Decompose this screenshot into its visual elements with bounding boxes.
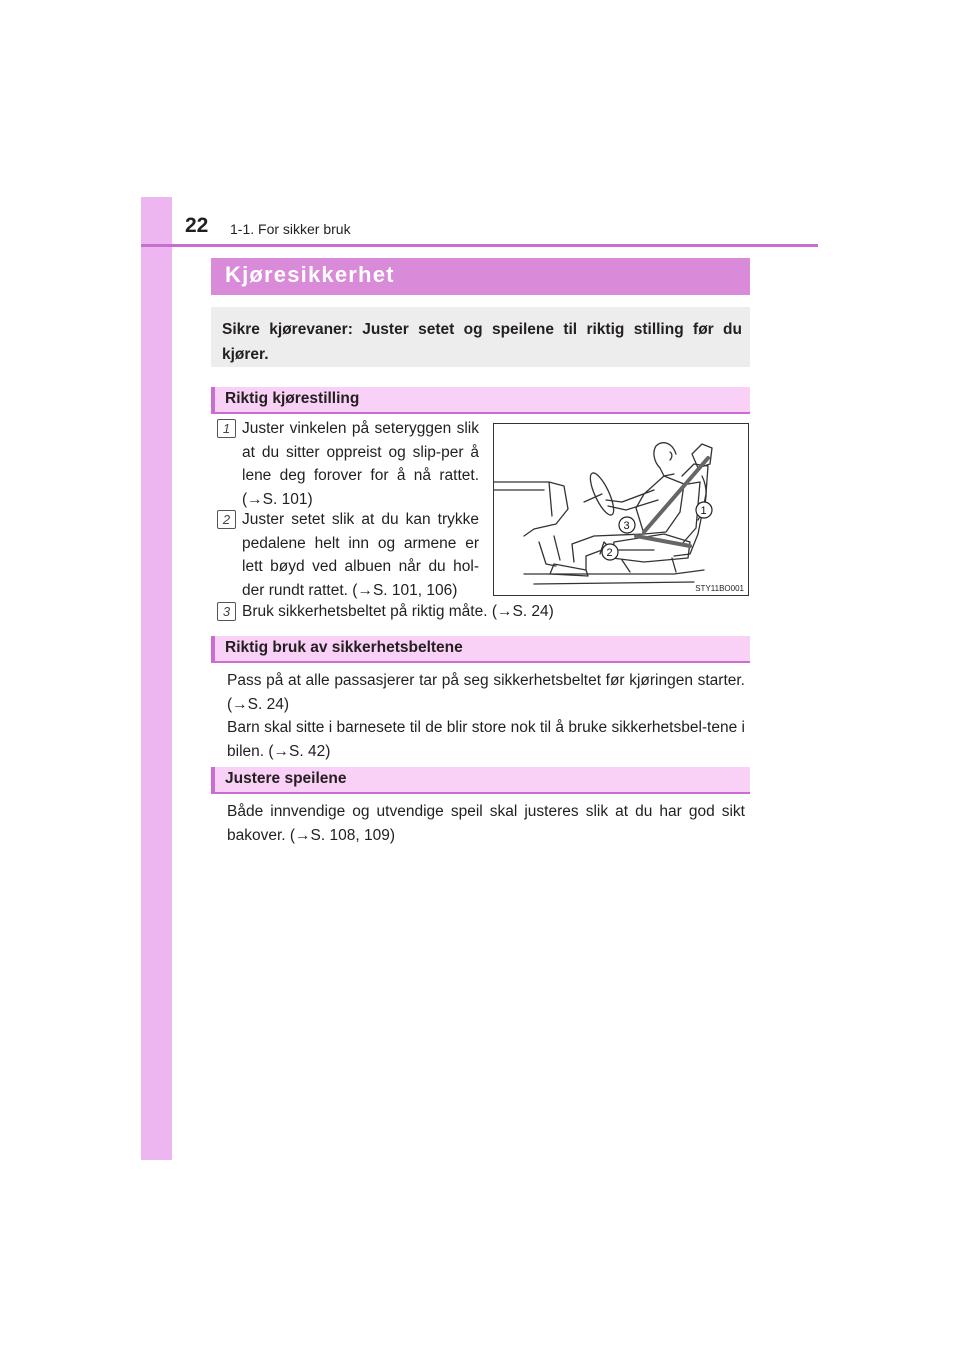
figure-code: STY11BO001 bbox=[695, 584, 744, 593]
subheading-text: Justere speilene bbox=[225, 770, 347, 787]
header-rule bbox=[141, 244, 818, 247]
callout-1: 1 bbox=[700, 505, 707, 517]
paragraph: Pass på at alle passasjerer tar på seg sikkerhetsbeltet før kjøringen starter. (→S. 24) bbox=[227, 672, 745, 713]
callout-3: 3 bbox=[623, 520, 630, 532]
item-number-badge: 3 bbox=[217, 602, 236, 621]
driver-seat-drawing bbox=[494, 424, 748, 595]
subheading-seatbelts bbox=[211, 636, 750, 663]
left-margin-bar bbox=[141, 197, 172, 1160]
paragraph: Barn skal sitte i barnesete til de blir store nok til å bruke sikkerhetsbel-tene i bilen. (→S. 42) bbox=[227, 719, 745, 760]
title-bar bbox=[211, 258, 750, 295]
page-title: Kjøresikkerhet bbox=[225, 262, 395, 287]
item-number-badge: 1 bbox=[217, 419, 236, 438]
page-number: 22 bbox=[185, 214, 209, 237]
list-item bbox=[217, 508, 479, 602]
driving-position-illustration bbox=[493, 423, 749, 596]
callout-2: 2 bbox=[606, 547, 613, 559]
list-item bbox=[217, 417, 479, 511]
summary-text: Sikre kjørevaner: Juster setet og speilene til riktig stilling før du kjører. bbox=[222, 321, 742, 363]
list-item bbox=[217, 600, 747, 624]
summary-box bbox=[211, 307, 750, 367]
list-item-text: Juster vinkelen på seteryggen slik at du sitter oppreist og slip-per å lene deg forover for å nå rattet. (→S. 101) bbox=[242, 420, 479, 508]
subheading-text: Riktig bruk av sikkerhetsbeltene bbox=[225, 639, 463, 656]
item-number-badge: 2 bbox=[217, 510, 236, 529]
section-header: 1-1. For sikker bruk bbox=[230, 221, 351, 237]
list-item-text: Bruk sikkerhetsbeltet på riktig måte. (→S. 24) bbox=[242, 603, 554, 620]
subheading-mirrors bbox=[211, 767, 750, 794]
paragraph: Både innvendige og utvendige speil skal justeres slik at du har god sikt bakover. (→S. 108, 109) bbox=[227, 803, 745, 844]
subheading-text: Riktig kjørestilling bbox=[225, 390, 360, 407]
list-item-text: Juster setet slik at du kan trykke pedalene helt inn og armene er lett bøyd ved albuen når du hol-der rundt rattet. (→S. 101, 106) bbox=[242, 511, 479, 599]
subheading-driving-position bbox=[211, 387, 750, 414]
